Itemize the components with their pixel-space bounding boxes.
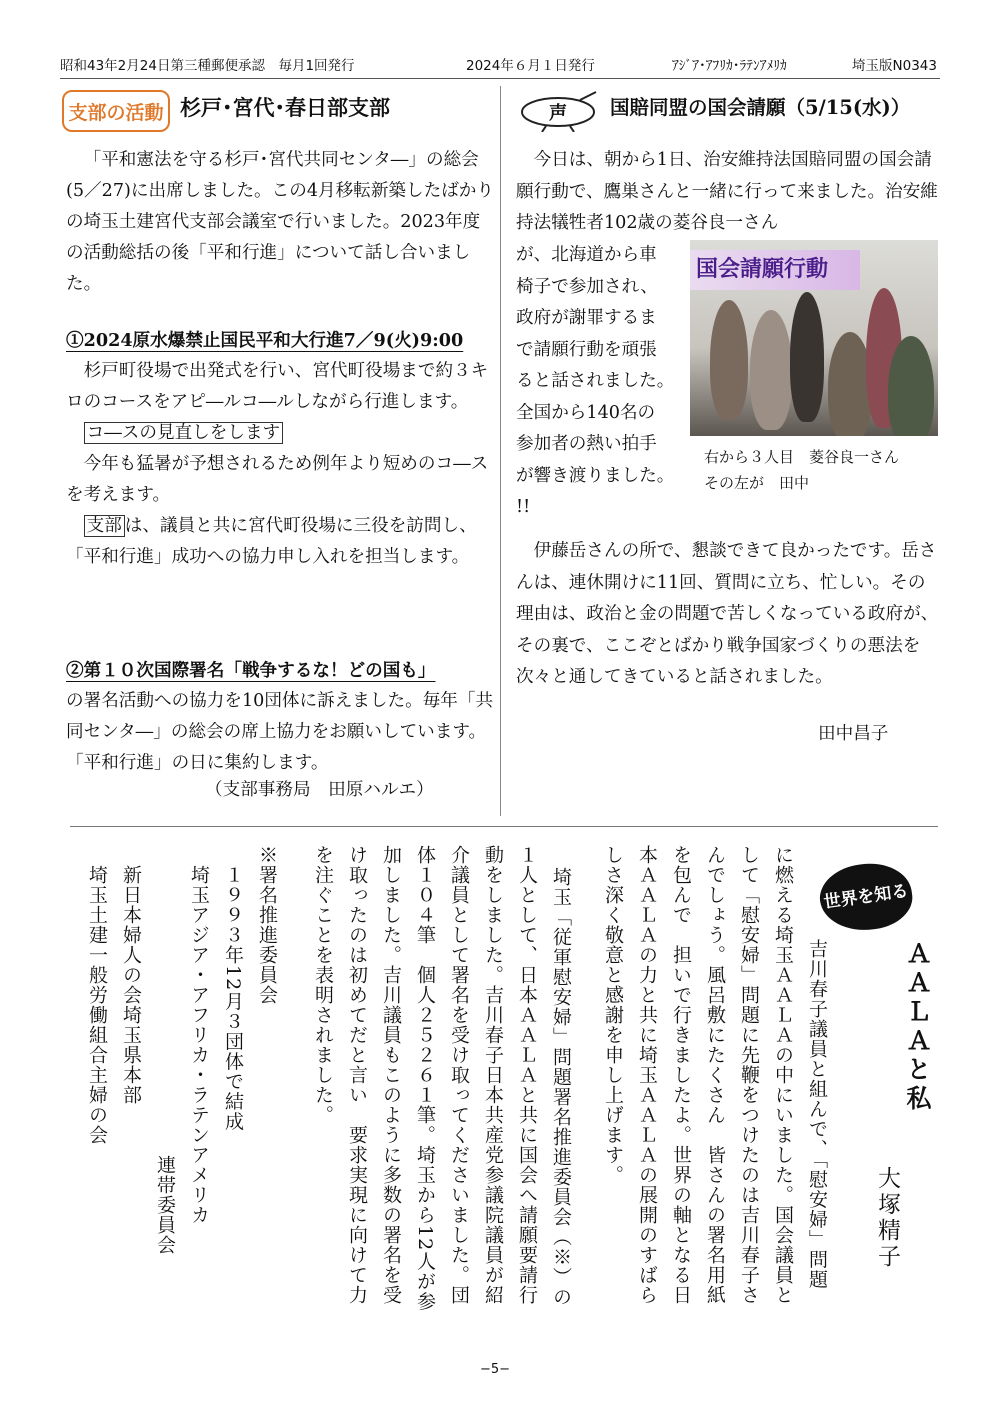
sekai-wo-shiru-badge: 世界を知る bbox=[816, 858, 916, 936]
note-heading: ※署名推進委員会 bbox=[256, 845, 278, 1005]
vertical-title: ＡＡＬＡと私 bbox=[903, 940, 932, 1114]
col-a-line: 吉川春子議員と組んで、「慰安婦」問題 bbox=[806, 939, 828, 1290]
right-signature: 田中昌子 bbox=[818, 724, 889, 744]
caption-line-2: その左が 田中 bbox=[704, 474, 810, 492]
header-rule bbox=[60, 78, 940, 79]
section-1-body-2: 今年も猛暑が予想されるため例年より短めのコ―スを考えます。 bbox=[66, 454, 489, 505]
p1-line: が響き渡りました。 bbox=[516, 465, 675, 486]
section-1-body: 杉戸町役場で出発式を行い、宮代町役場まで約３キロのコースをアピ―ルコ―ルしながら行進します。 bbox=[66, 361, 489, 412]
left-article-title: 杉戸･宮代･春日部支部 bbox=[180, 95, 390, 120]
section-1-boxed-label: コ―スの見直しをします bbox=[84, 422, 284, 444]
photo-person bbox=[790, 292, 824, 422]
section-1-body-3-wrap bbox=[66, 511, 496, 573]
right-paragraph-2 bbox=[516, 536, 940, 694]
photo-person bbox=[710, 300, 748, 420]
left-signature: （支部事務局 田原ハルエ） bbox=[205, 780, 434, 800]
page-number: −5− bbox=[480, 1362, 511, 1377]
page-header bbox=[60, 52, 940, 76]
intro-paragraph: 「平和憲法を守る杉戸･宮代共同センタ―」の総会(5／27)に出席しました。この4月移転新築したばかりの埼玉土建宮代支部会議室で行いました。2023年度の活動総括の後「平和行進」について話し合いました。 bbox=[66, 150, 494, 294]
vertical-author: 大塚精子 bbox=[874, 1166, 900, 1270]
p1-line: 参加者の熱い拍手 bbox=[516, 434, 657, 454]
note-line: 埼玉アジア・アフリカ・ラテンアメリカ bbox=[188, 845, 210, 1225]
col-b-line: け取ったのは初めてだと言い 要求実現に向けて力 bbox=[346, 845, 368, 1305]
voice-icon-char: 声 bbox=[549, 103, 567, 124]
p1-line: 全国から140名の bbox=[516, 402, 656, 423]
col-b-line: 加しました。吉川議員もこのように多数の署名を受 bbox=[380, 845, 402, 1305]
col-b-line: １人として、日本ＡＡＬＡと共に国会へ請願要請行 bbox=[516, 845, 538, 1305]
note-tail: 連帯委員会 bbox=[154, 1155, 176, 1255]
right-p2: 伊藤岳さんの所で、懇談できて良かったです。岳さんは、連休開けに11回、質問に立ち、忙しい。その理由は、政治と金の問題で苦しくなっている政府が、その裏で、ここぞとばかり戦争国家づくりの悪法を次々と通してきていると話されました。 bbox=[516, 541, 939, 687]
column-divider bbox=[500, 86, 501, 816]
note-line: 埼玉土建一般労働組合主婦の会 bbox=[86, 845, 108, 1145]
postal-approval: 昭和43年2月24日第三種郵便承認 毎月1回発行 bbox=[60, 58, 355, 74]
p1-line: 椅子で参加され、 bbox=[516, 276, 658, 297]
section-1-body-3: は、議員と共に宮代町役場に三役を訪問し、「平和行進」成功への協力申し入れを担当します。 bbox=[66, 516, 477, 567]
left-section-2 bbox=[66, 655, 496, 779]
photo-banner-text: 国会請願行動 bbox=[690, 250, 860, 290]
note-line: １９９３年12月３団体で結成 bbox=[222, 845, 244, 1132]
section-1-heading: ①2024原水爆禁止国民平和大行進7／9(火)9:00 bbox=[66, 330, 464, 351]
col-b-line: 埼玉「従軍慰安婦」問題署名推進委員会（※）の bbox=[550, 867, 572, 1307]
p1-line: で請願行動を頑張 bbox=[516, 339, 657, 360]
col-a-line: 本ＡＡＬＡの力と共に埼玉ＡＡＬＡの展開のすばら bbox=[636, 845, 658, 1305]
col-b-line: 介議員として署名を受け取ってくださいました。団 bbox=[448, 845, 470, 1305]
vertical-notes bbox=[80, 845, 284, 1345]
issue-date: 2024年６月１日発行 bbox=[466, 58, 595, 74]
p1-line: !! bbox=[516, 497, 531, 517]
caption-line-1: 右から３人目 菱谷良一さん bbox=[704, 448, 900, 466]
col-a-line: を包んで 担いで行きましたよ。世界の軸となる日 bbox=[670, 845, 692, 1305]
p1-line: ると話されました。 bbox=[516, 371, 675, 391]
col-b-line: を注ぐことを表明されました。 bbox=[312, 845, 334, 1125]
col-b-line: 動をしました。吉川春子日本共産党参議院議員が紹 bbox=[482, 845, 504, 1305]
section-2-heading: ②第１０次国際署名「戦争するな！どの国も」 bbox=[66, 660, 436, 681]
col-a-line: に燃える埼玉ＡＡＬＡの中にいました。国会議員と bbox=[772, 845, 794, 1305]
photo-person bbox=[750, 310, 792, 430]
photo-caption bbox=[704, 444, 899, 496]
right-p1-full: 今日は、朝から1日、治安維持法国賠同盟の国会請願行動で、鷹巣さんと一緒に行って来ました。治安維持法犠牲者102歳の菱谷良一さん bbox=[516, 150, 938, 233]
col-a-line: んでしょう。風呂敷にたくさん 皆さんの署名用紙 bbox=[704, 845, 726, 1305]
left-section-1 bbox=[66, 325, 496, 573]
branch-activity-badge: 支部の活動 bbox=[62, 90, 170, 132]
col-b-line: 体１０４筆 個人２５２６１筆。埼玉から12人が参 bbox=[414, 845, 436, 1312]
right-article-title: 国賠同盟の国会請願（5/15(水)） bbox=[610, 96, 911, 119]
photo-person bbox=[888, 336, 934, 436]
vertical-column-a bbox=[596, 845, 834, 1325]
vertical-column-b bbox=[306, 845, 578, 1345]
edition-number: 埼玉版N0343 bbox=[852, 58, 937, 74]
right-paragraph-1-full bbox=[516, 145, 940, 240]
p1-line: が、北海道から車 bbox=[516, 245, 657, 265]
section-1-box-line bbox=[66, 418, 496, 449]
section-rule bbox=[70, 826, 938, 827]
col-a-line: しさ深く敬意と感謝を申し上げます。 bbox=[602, 845, 624, 1185]
note-line: 新日本婦人の会埼玉県本部 bbox=[120, 845, 142, 1105]
section-2-body: の署名活動への協力を10団体に訴えました。毎年「共同センタ―」の総会の席上協力をお願いしています。「平和行進」の日に集約します。 bbox=[66, 691, 494, 773]
petition-photo bbox=[690, 240, 938, 436]
p1-line: 政府が謝罪するま bbox=[516, 308, 657, 328]
left-intro bbox=[66, 145, 496, 300]
right-paragraph-1-narrow bbox=[516, 240, 688, 524]
voice-stand-icon bbox=[518, 90, 600, 132]
section-1-boxed-branch: 支部 bbox=[84, 515, 125, 537]
organization-name: ｱｼﾞｱ･ｱﾌﾘｶ･ﾗﾃﾝｱﾒﾘｶ bbox=[672, 58, 787, 74]
col-a-line: して「慰安婦」問題に先鞭をつけたのは吉川春子さ bbox=[738, 845, 760, 1305]
